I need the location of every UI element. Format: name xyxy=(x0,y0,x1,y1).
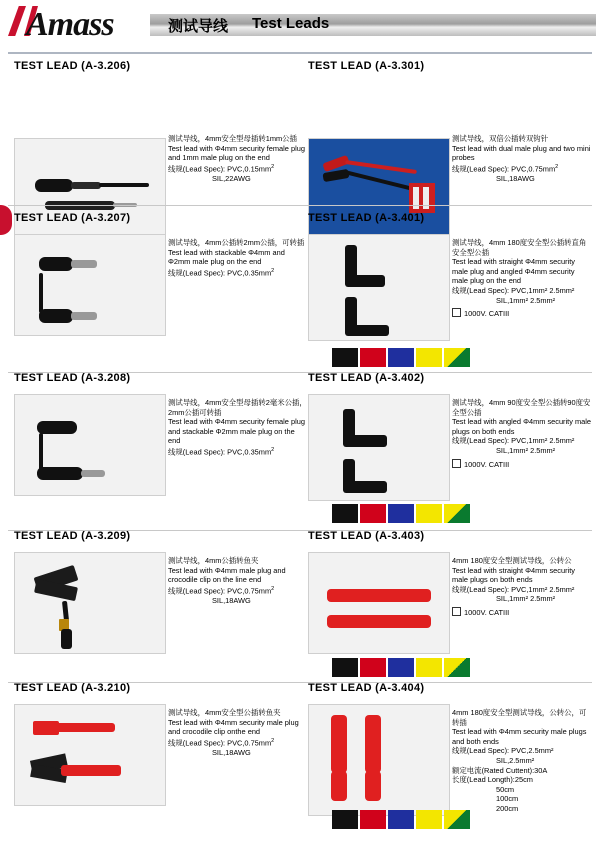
color-chip-green-yellow xyxy=(444,810,470,829)
product-row xyxy=(0,530,600,670)
product-photo xyxy=(308,234,450,341)
color-chips xyxy=(332,504,470,523)
wire-spec-2: SIL,1mm² 2.5mm² xyxy=(496,594,556,604)
product-row xyxy=(0,682,600,842)
product-cell xyxy=(14,682,304,698)
cert-checkbox[interactable] xyxy=(452,459,461,468)
wire-spec-2: SIL,18AWG xyxy=(212,747,251,757)
color-chip-red xyxy=(360,658,386,677)
lead-length-option: 100cm xyxy=(496,794,519,804)
wire-spec: 线规(Lead Spec): PVC,1mm² 2.5mm² xyxy=(452,436,575,446)
product-photo xyxy=(308,552,450,654)
product-spec: 测试导线，4mm公插转鱼夹 Test lead with Φ4mm male plug and crocodile clip on the line end 线规(Lead Spec): $PVC,0.75mm^2$ SIL,18AWG xyxy=(168,556,308,605)
color-chip-black xyxy=(332,504,358,523)
wire-spec: 线规(Lead Spec): PVC,0.75mm xyxy=(452,164,556,174)
wire-spec: 线规(Lead Spec): PVC,2.5mm² xyxy=(452,746,554,756)
spec-en: Test lead with straight Φ4mm security male plugs on both ends xyxy=(452,565,575,585)
product-spec xyxy=(452,556,592,618)
spec-cn: 4mm 180度安全型测试导线，公转公 xyxy=(452,556,572,565)
cert-badge xyxy=(452,607,509,618)
color-chip-blue xyxy=(388,504,414,523)
lead-length: 长度(Lead Longth):25cm xyxy=(452,775,533,785)
product-cell xyxy=(14,60,304,76)
product-code: TEST LEAD (A-3.210) xyxy=(14,682,131,694)
wire-spec: 线规(Lead Spec): PVC,1mm² 2.5mm² xyxy=(452,285,575,295)
color-chip-yellow xyxy=(416,504,442,523)
color-chip-yellow xyxy=(416,810,442,829)
wire-spec: 线规(Lead Spec): PVC,0.75mm xyxy=(168,738,272,748)
spec-en: Test lead with angled Φ4mm security male plugs on both ends xyxy=(452,417,591,436)
wire-spec: 线规(Lead Spec): PVC,0.35mm xyxy=(168,268,272,278)
product-spec: 测试导线，4mm安全型母插转1mm公插 Test lead with Φ4mm security female plug and 1mm male plug on the end 线规(Lead Spec): $PVC,0.15mm^2$ SIL,22AWG xyxy=(168,134,308,183)
color-chip-red xyxy=(360,504,386,523)
color-chip-yellow xyxy=(416,658,442,677)
spec-en: Test lead with Φ4mm male plug and crocodile clip on the line end xyxy=(168,565,286,585)
product-cell xyxy=(308,530,598,546)
product-cell xyxy=(14,372,304,388)
product-photo xyxy=(14,552,166,654)
color-chip-green-yellow xyxy=(444,504,470,523)
page-title-en: Test Leads xyxy=(252,15,330,32)
color-chips xyxy=(332,810,470,829)
color-chip-red xyxy=(360,810,386,829)
logo-swoosh-icon xyxy=(8,6,26,36)
product-cell xyxy=(308,682,598,698)
lead-length-option: 50cm xyxy=(496,784,515,794)
product-spec: 测试导线，4mm公插转2mm公插，可转插 Test lead with stackable Φ4mm and Φ2mm male plug on the end 线规(Lead Spec): $PVC,0.35mm^2$ xyxy=(168,238,305,278)
cert-badge xyxy=(452,459,509,470)
spec-cn: 测试导线，4mm安全型母插转1mm公插 xyxy=(168,134,297,143)
wire-spec: 线规(Lead Spec): PVC,0.75mm xyxy=(168,586,272,596)
color-chip-black xyxy=(332,658,358,677)
product-spec xyxy=(452,398,592,469)
cert-checkbox[interactable] xyxy=(452,308,461,317)
product-row xyxy=(0,372,600,520)
product-photo xyxy=(14,394,166,496)
spec-en: Test lead with Φ4mm security female plug and 1mm male plug on the end xyxy=(168,143,305,163)
spec-cn: 测试导线，4mm 180度安全型公插转直角安全型公插 xyxy=(452,238,587,257)
spec-cn: 测试导线，双倍公插转双钩针 xyxy=(452,134,549,143)
product-cell xyxy=(308,372,598,388)
color-chips xyxy=(332,348,470,367)
spec-en: Test lead with stackable Φ4mm and Φ2mm male plug on the end xyxy=(168,247,285,267)
wire-spec-2: SIL,22AWG xyxy=(212,173,251,183)
spec-cn: 测试导线，4mm安全型公插转鱼夹 xyxy=(168,708,281,717)
product-spec xyxy=(452,708,592,814)
product-code: TEST LEAD (A-3.402) xyxy=(308,372,425,384)
product-code: TEST LEAD (A-3.209) xyxy=(14,530,131,542)
product-spec: 测试导线，双倍公插转双钩针 Test lead with dual male plug and two mini probes 线规(Lead Spec): $PVC,0.75mm^2$ SIL,18AWG xyxy=(452,134,591,183)
color-chip-red xyxy=(360,348,386,367)
spec-en: Test lead with dual male plug and two mini probes xyxy=(452,143,591,163)
wire-spec-2: SIL,1mm² 2.5mm² xyxy=(496,445,556,455)
product-cell xyxy=(14,530,304,546)
product-photo xyxy=(14,704,166,806)
product-row xyxy=(0,212,600,362)
row-divider xyxy=(8,205,592,206)
product-cell xyxy=(308,212,598,228)
spec-cn: 测试导线，4mm公插转鱼夹 xyxy=(168,556,259,565)
product-row xyxy=(0,60,600,205)
product-code: TEST LEAD (A-3.401) xyxy=(308,212,425,224)
product-spec xyxy=(452,238,592,319)
product-spec: 测试导线，4mm安全型母插转2毫米公插，2mm公插可转插 Test lead with Φ4mm security female plug and stackable Φ2mm male plug on the end 线规(Lead Spec): $PVC,0.35mm^2$ xyxy=(168,398,307,457)
product-photo xyxy=(308,704,450,816)
spec-cn: 测试导线，4mm 90度安全型公插转90度安全型公插 xyxy=(452,398,591,417)
color-chip-blue xyxy=(388,658,414,677)
spec-cn: 测试导线，4mm安全型母插转2毫米公插，2mm公插可转插 xyxy=(168,398,307,417)
spec-en: Test lead with Φ4mm security male plug and crocodile clip onthe end xyxy=(168,717,299,737)
wire-spec-2: SIL,18AWG xyxy=(496,173,535,183)
color-chips xyxy=(332,658,470,677)
product-code: TEST LEAD (A-3.301) xyxy=(308,60,425,72)
spec-en: Test lead with straight Φ4mm security male plug and angled Φ4mm security male plug on the end xyxy=(452,257,575,286)
page-header xyxy=(0,0,600,56)
product-cell xyxy=(14,212,304,228)
lead-length-option: 200cm xyxy=(496,803,519,813)
color-chip-black xyxy=(332,348,358,367)
brand-logo: Amass xyxy=(26,6,114,43)
color-chip-blue xyxy=(388,348,414,367)
product-code: TEST LEAD (A-3.404) xyxy=(308,682,425,694)
color-chip-green-yellow xyxy=(444,658,470,677)
spec-en: Test lead with Φ4mm security male plugs and both ends xyxy=(452,727,587,746)
wire-spec: 线规(Lead Spec): PVC,1mm² 2.5mm² xyxy=(452,584,575,594)
wire-spec-2: SIL,1mm² 2.5mm² xyxy=(496,295,556,305)
color-chip-yellow xyxy=(416,348,442,367)
page-title-cn: 测试导线 xyxy=(168,18,229,35)
cert-badge xyxy=(452,308,509,319)
wire-spec-2: SIL,18AWG xyxy=(212,595,251,605)
spec-cn: 测试导线，4mm公插转2mm公插，可转插 xyxy=(168,238,305,247)
product-photo xyxy=(14,234,166,336)
rated-current: 额定电流(Rated Cuttent):30A xyxy=(452,765,548,775)
cert-label: 1000V. CATIII xyxy=(464,459,510,469)
wire-spec: 线规(Lead Spec): PVC,0.15mm xyxy=(168,164,272,174)
color-chip-black xyxy=(332,810,358,829)
product-code: TEST LEAD (A-3.206) xyxy=(14,60,131,72)
wire-spec-2: SIL,2.5mm² xyxy=(496,755,535,765)
product-code: TEST LEAD (A-3.403) xyxy=(308,530,425,542)
product-code: TEST LEAD (A-3.208) xyxy=(14,372,131,384)
color-chip-green-yellow xyxy=(444,348,470,367)
product-cell xyxy=(308,60,598,76)
product-photo xyxy=(308,394,450,501)
wire-spec: 线规(Lead Spec): PVC,0.35mm xyxy=(168,447,272,457)
spec-cn: 4mm 180度安全型测试导线，公转公，可转插 xyxy=(452,708,587,727)
product-code: TEST LEAD (A-3.207) xyxy=(14,212,131,224)
cert-checkbox[interactable] xyxy=(452,607,461,616)
cert-label: 1000V. CATIII xyxy=(464,607,510,617)
color-chip-blue xyxy=(388,810,414,829)
product-spec: 测试导线，4mm安全型公插转鱼夹 Test lead with Φ4mm security male plug and crocodile clip onthe end 线规(Lead Spec): $PVC,0.75mm^2$ SIL,18AWG xyxy=(168,708,308,757)
cert-label: 1000V. CATIII xyxy=(464,309,510,319)
header-divider xyxy=(8,52,592,54)
spec-en: Test lead with Φ4mm security female plug and stackable Φ2mm male plug on the end xyxy=(168,417,305,446)
